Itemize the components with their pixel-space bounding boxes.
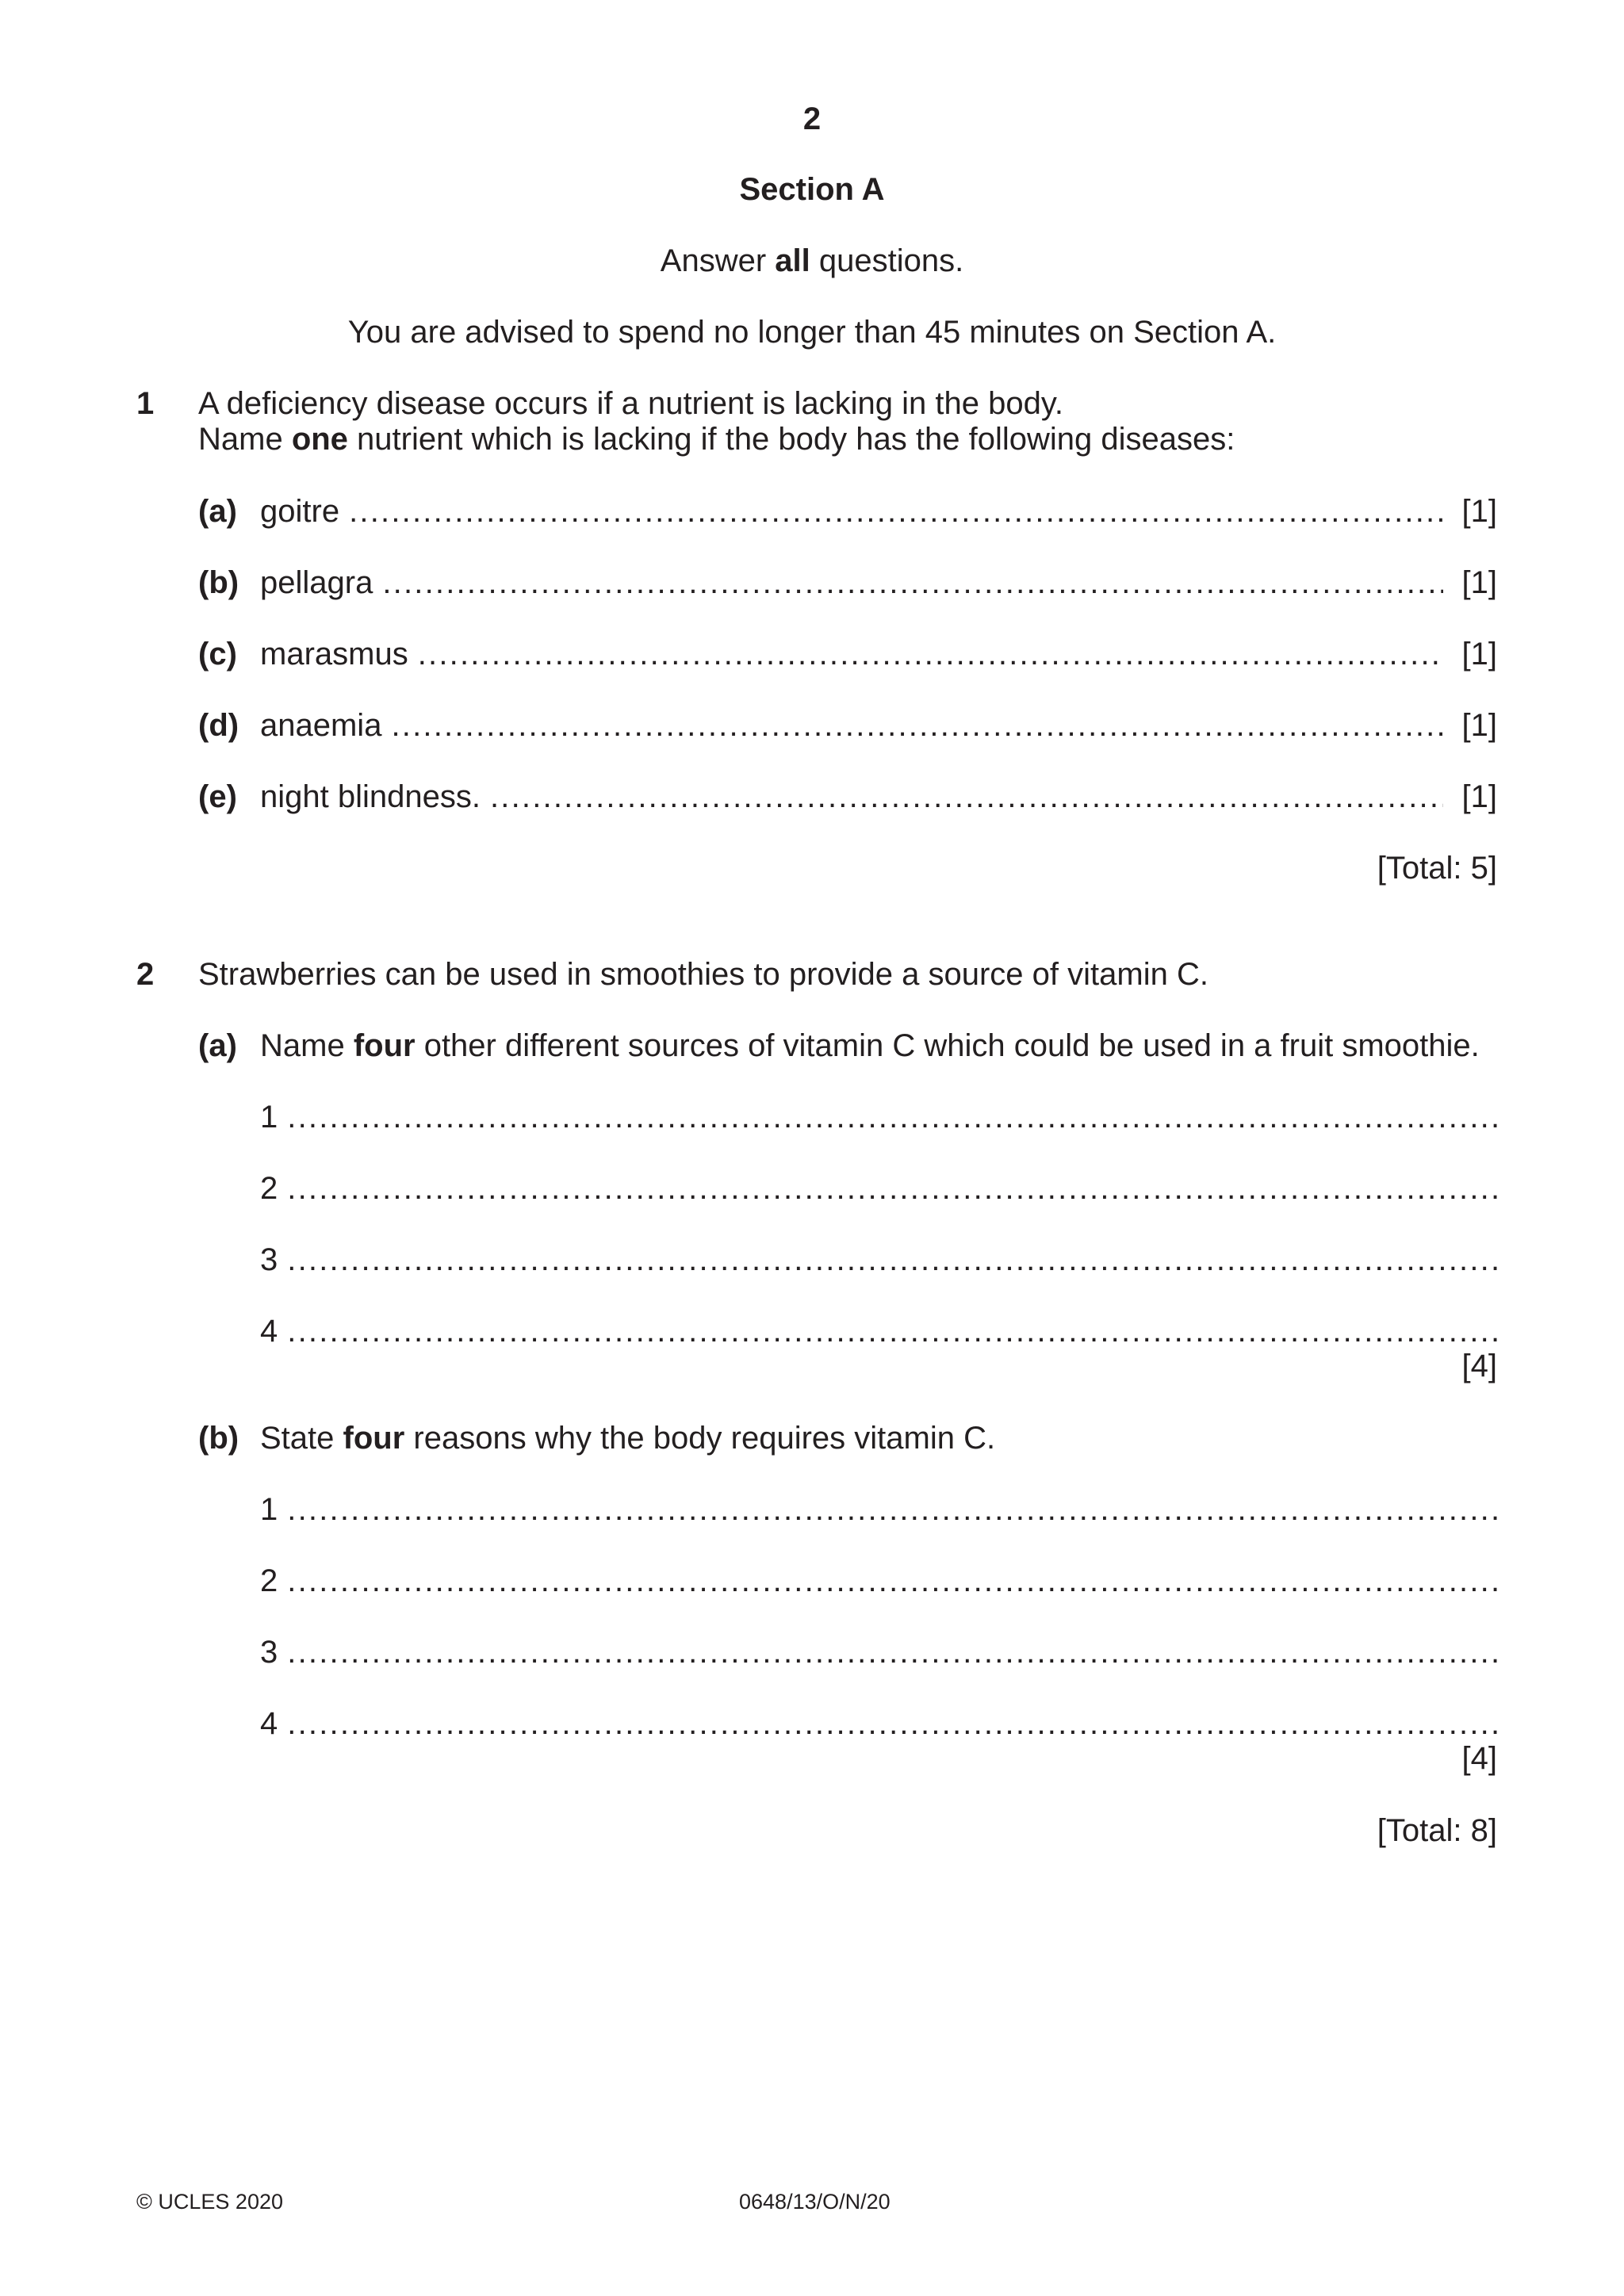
q1-answer-line-d[interactable] [260,707,1497,744]
mark-allocation: [1] [1461,494,1497,529]
q1-part-label: (b) [198,565,239,600]
mark-allocation: [1] [1461,637,1497,672]
section-title: Section A [739,172,885,207]
footer-copyright: © UCLES 2020 [136,2190,283,2214]
q1-part-text: marasmus [260,637,408,672]
answer-dots [287,1563,1497,1599]
q2a-answer-line-4[interactable] [260,1313,1497,1349]
page-number: 2 [802,101,822,136]
q1-answer-line-e[interactable] [260,779,1497,815]
line-number: 2 [260,1563,278,1598]
answer-dots [287,1491,1497,1528]
answer-dots [391,707,1442,744]
advice-text: You are advised to spend no longer than 45 minutes on Section A. [347,315,1277,350]
answer-dots [287,1313,1497,1349]
q2a-answer-line-2[interactable] [260,1170,1497,1207]
q2b-answer-line-2[interactable] [260,1563,1497,1599]
mark-allocation: [1] [1461,779,1497,814]
mark-allocation: [1] [1461,708,1497,743]
line-number: 3 [260,1635,278,1670]
question-number-1: 1 [136,386,155,421]
q1-part-text: anaemia [260,708,382,743]
q1-part-label: (e) [198,779,237,814]
q2b-label: (b) [198,1421,239,1456]
line-number: 1 [260,1100,278,1135]
answer-dots [287,1170,1497,1207]
answer-dots [287,1705,1497,1742]
q2a-answer-line-1[interactable] [260,1099,1497,1135]
answer-dots [490,779,1443,815]
line-number: 4 [260,1706,278,1741]
q2b-answer-line-1[interactable] [260,1491,1497,1528]
q1-answer-line-b[interactable] [260,564,1497,601]
mark-allocation: [1] [1461,565,1497,600]
q1-stem-line2: Name one nutrient which is lacking if the body has the following diseases: [198,422,1235,457]
answer-dots [349,493,1442,530]
q2a-mark: [4] [1461,1349,1497,1383]
line-number: 3 [260,1242,278,1277]
q1-part-text: night blindness. [260,779,481,814]
answer-dots [287,1099,1497,1135]
answer-dots [418,636,1443,672]
line-number: 1 [260,1492,278,1527]
q2a-prompt: Name four other different sources of vitamin C which could be used in a fruit smoothie. [260,1028,1480,1063]
line-number: 2 [260,1171,278,1206]
q1-total: [Total: 5] [1377,851,1497,886]
q2a-answer-line-3[interactable] [260,1242,1497,1278]
q1-part-text: pellagra [260,565,373,600]
q2b-answer-line-3[interactable] [260,1634,1497,1670]
q2b-prompt: State four reasons why the body requires vitamin C. [260,1421,996,1456]
answer-dots [382,564,1442,601]
line-number: 4 [260,1314,278,1349]
q1-answer-line-a[interactable] [260,493,1497,530]
q2-total: [Total: 8] [1377,1813,1497,1848]
q1-part-label: (c) [198,637,237,672]
q1-answer-line-c[interactable] [260,636,1497,672]
answer-dots [287,1634,1497,1670]
footer-paper-code: 0648/13/O/N/20 [739,2190,891,2214]
instruction: Answer all questions. [660,243,964,278]
answer-dots [287,1242,1497,1278]
q1-part-label: (a) [198,494,237,529]
question-number-2: 2 [136,957,155,992]
q1-part-text: goitre [260,494,340,529]
q2a-label: (a) [198,1028,237,1063]
q2b-mark: [4] [1461,1741,1497,1776]
q1-part-label: (d) [198,708,239,743]
q1-stem-line1: A deficiency disease occurs if a nutrient is lacking in the body. [198,386,1063,421]
q2b-answer-line-4[interactable] [260,1705,1497,1742]
q2-stem: Strawberries can be used in smoothies to provide a source of vitamin C. [198,957,1208,992]
